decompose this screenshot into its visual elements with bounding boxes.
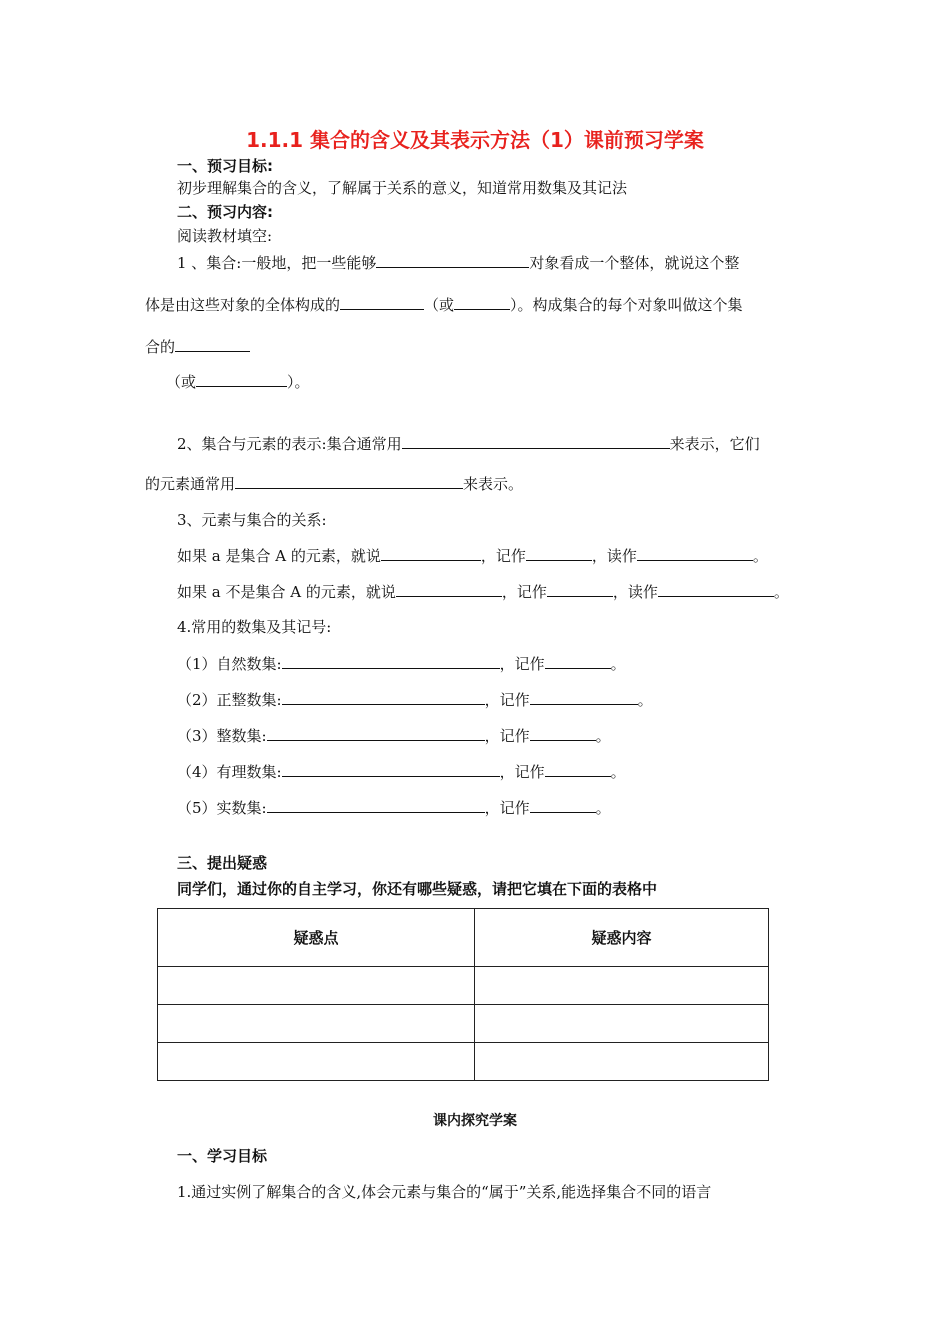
table-cell[interactable] <box>475 1043 769 1081</box>
question-3-line-2 <box>177 581 789 602</box>
fill-blank[interactable] <box>282 761 500 777</box>
section-heading-preview-goals: 一、预习目标: <box>177 157 273 175</box>
fill-blank[interactable] <box>267 725 485 741</box>
number-set-label: （2）正整数集: <box>177 691 282 709</box>
q1-text-d: （或 <box>424 296 455 314</box>
fill-blank[interactable] <box>530 797 596 813</box>
fill-blank[interactable] <box>175 336 250 352</box>
q1-text-h: ）。 <box>287 373 310 391</box>
q1-text-e: ）。构成集合的每个对象叫做这个集 <box>510 296 743 314</box>
table-row <box>158 1005 769 1043</box>
question-3-heading: 3、元素与集合的关系: <box>177 511 327 529</box>
q3-record-label: ，记作 <box>480 547 526 565</box>
fill-blank[interactable] <box>658 581 774 597</box>
table-header-doubt-point: 疑惑点 <box>158 909 475 967</box>
record-label: ，记作 <box>484 691 530 709</box>
fill-blank[interactable] <box>402 433 670 449</box>
section-heading-preview-content: 二、预习内容: <box>177 203 273 221</box>
number-set-label: （5）实数集: <box>177 799 267 817</box>
fill-blank[interactable] <box>282 689 485 705</box>
record-label: ，记作 <box>499 763 545 781</box>
q2-text-a: 2、集合与元素的表示:集合通常用 <box>177 435 402 453</box>
q1-text-f: 合的 <box>145 338 176 356</box>
row-end: 。 <box>637 691 653 709</box>
page-title: 1.1.1 集合的含义及其表示方法（1）课前预习学案 <box>246 128 704 152</box>
section-heading-learning-goals: 一、学习目标 <box>177 1147 268 1165</box>
section-heading-questions: 三、提出疑惑 <box>177 854 268 872</box>
q3-end: 。 <box>752 547 768 565</box>
fill-blank[interactable] <box>340 294 424 310</box>
number-set-row <box>177 725 611 746</box>
number-set-row <box>177 689 653 710</box>
q1-text-g: （或 <box>166 373 197 391</box>
number-set-label: （4）有理数集: <box>177 763 282 781</box>
q3-text: 如果 a 是集合 A 的元素，就说 <box>177 547 381 565</box>
row-end: 。 <box>610 655 626 673</box>
number-set-row <box>177 653 626 674</box>
fill-blank[interactable] <box>454 294 510 310</box>
q2-text-b: 来表示，它们 <box>669 435 760 453</box>
q3-end: 。 <box>773 583 789 601</box>
fill-blank[interactable] <box>267 797 485 813</box>
table-row <box>158 1043 769 1081</box>
fill-blank[interactable] <box>396 581 502 597</box>
row-end: 。 <box>610 763 626 781</box>
questions-prompt: 同学们，通过你的自主学习，你还有哪些疑惑，请把它填在下面的表格中 <box>177 880 658 898</box>
question-4-heading: 4.常用的数集及其记号: <box>177 618 332 636</box>
fill-blank[interactable] <box>526 545 592 561</box>
question-1-line-4 <box>166 371 310 392</box>
table-header-doubt-content: 疑惑内容 <box>475 909 769 967</box>
table-row <box>158 967 769 1005</box>
q3-record-label: ，记作 <box>501 583 547 601</box>
q1-text-c: 体是由这些对象的全体构成的 <box>145 296 341 314</box>
fill-blank[interactable] <box>196 371 287 387</box>
number-set-label: （1）自然数集: <box>177 655 282 673</box>
question-1-line-1 <box>177 252 739 273</box>
table-cell[interactable] <box>475 967 769 1005</box>
table-cell[interactable] <box>158 1043 475 1081</box>
number-set-row <box>177 761 626 782</box>
record-label: ，记作 <box>484 799 530 817</box>
row-end: 。 <box>595 799 611 817</box>
q3-read-label: ，读作 <box>612 583 658 601</box>
fill-blank[interactable] <box>381 545 481 561</box>
q2-text-c: 的元素通常用 <box>145 475 236 493</box>
fill-blank[interactable] <box>545 761 611 777</box>
question-3-line-1 <box>177 545 768 566</box>
q3-read-label: ，读作 <box>591 547 637 565</box>
question-2-line-1 <box>177 433 760 454</box>
fill-blank[interactable] <box>545 653 611 669</box>
fill-blank[interactable] <box>376 252 529 268</box>
q1-text-a: 1 、集合:一般地，把一些能够 <box>177 254 377 272</box>
table-cell[interactable] <box>158 1005 475 1043</box>
fill-blank[interactable] <box>530 725 596 741</box>
record-label: ，记作 <box>484 727 530 745</box>
table-cell[interactable] <box>475 1005 769 1043</box>
question-1-line-2 <box>145 294 743 315</box>
question-1-line-3 <box>145 336 250 357</box>
fill-blank[interactable] <box>637 545 753 561</box>
instruction-text: 阅读教材填空: <box>177 227 273 245</box>
fill-blank[interactable] <box>547 581 613 597</box>
record-label: ，记作 <box>499 655 545 673</box>
learning-goals-text: 1.通过实例了解集合的含义,体会元素与集合的“属于”关系,能选择集合不同的语言 <box>177 1183 712 1201</box>
number-set-label: （3）整数集: <box>177 727 267 745</box>
fill-blank[interactable] <box>235 473 463 489</box>
fill-blank[interactable] <box>282 653 500 669</box>
row-end: 。 <box>595 727 611 745</box>
table-cell[interactable] <box>158 967 475 1005</box>
q3-text: 如果 a 不是集合 A 的元素，就说 <box>177 583 396 601</box>
section-title-in-class: 课内探究学案 <box>433 1113 517 1129</box>
fill-blank[interactable] <box>530 689 638 705</box>
question-2-line-2 <box>145 473 523 494</box>
q1-text-b: 对象看成一个整体，就说这个整 <box>529 254 740 272</box>
doubts-table <box>157 908 769 1081</box>
q2-text-d: 来表示。 <box>463 475 524 493</box>
preview-goals-text: 初步理解集合的含义，了解属于关系的意义，知道常用数集及其记法 <box>177 179 628 197</box>
number-set-row <box>177 797 611 818</box>
